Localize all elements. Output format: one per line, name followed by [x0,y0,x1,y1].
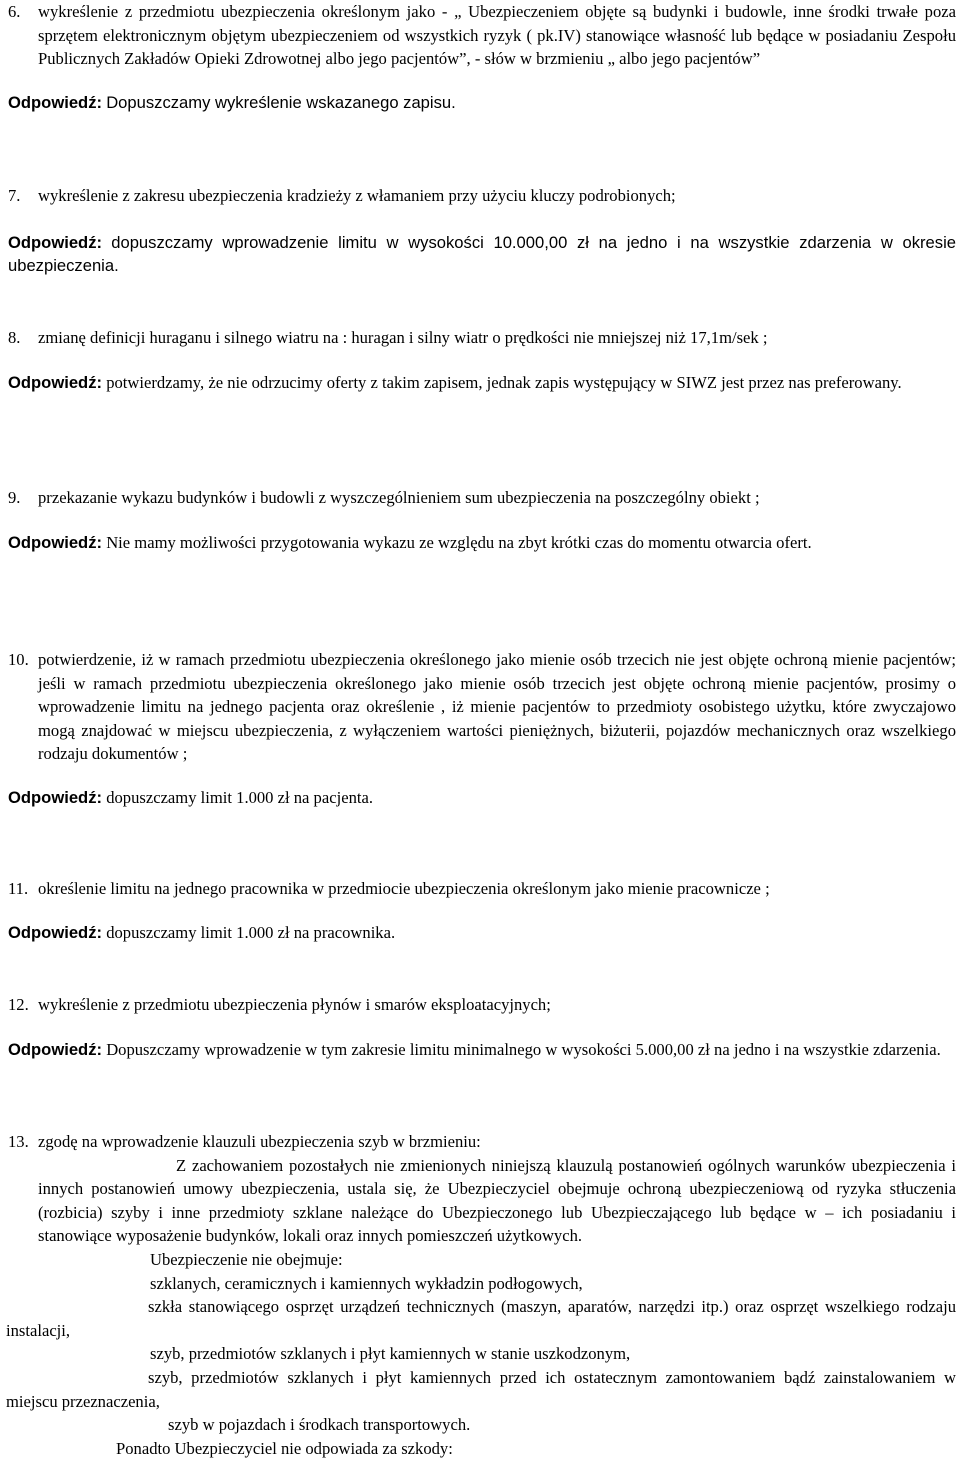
question [8,993,956,1017]
answer-text: dopuszczamy limit 1.000 zł na pacjenta. [106,787,373,807]
item-9 [8,486,956,554]
question [8,486,956,510]
question [8,877,956,901]
item-7 [8,184,956,278]
question-text: zgodę na wprowadzenie klauzuli ubezpieczenia szyb w brzmieniu: [38,1132,481,1151]
answer-label: Odpowiedź: [8,92,103,112]
item-8 [8,326,956,394]
question [8,1130,956,1154]
answer [8,371,956,395]
footer-line: Ponadto Ubezpieczyciel nie odpowiada za szkody: [116,1438,453,1458]
exclusion-item: szyb, przedmiotów szklanych i płyt kamiennych w stanie uszkodzonym, [150,1344,631,1364]
question-text: wykreślenie z zakresu ubezpieczenia kradzieży z włamaniem przy użyciu kluczy podrobionych; [38,186,676,205]
exclusion-item: szyb, przedmiotów szklanych i płyt kamiennych przed ich ostatecznym zamontowaniem bądź zainstalowaniem w miejscu przeznaczenia, [6,1367,956,1411]
item-10 [8,648,956,810]
answer-label: Odpowiedź: [8,372,103,392]
question-text: wykreślenie z przedmiotu ubezpieczenia określonym jako - „ Ubezpieczeniem objęte są budynki i budowle, inne środki trwałe poza sprzętem elektronicznym objętym ubezpieczeniem od wszystkich ryzyk ( pk.IV) stanowiące własność lub będące w posiadaniu Zespołu Publicznych Zakładów Opieki Zdrowotnej albo jego pacjentów”, - słów w brzmieniu „ albo jego pacjentów” [38,2,956,69]
answer [8,91,956,115]
question-text: potwierdzenie, iż w ramach przedmiotu ubezpieczenia określonego jako mienie osób trzecich nie jest objęte ochroną mienie pacjentów; jeśli w ramach przedmiotu ubezpieczenia określonego jako mienie osób trzecich jest objęte ochroną mienie pacjentów, prosimy o wprowadzenie limitu na jednego pacjenta oraz określenie , iż mienie pacjentów to przedmioty osobistego użytku, które zwyczajowo mogą znajdować w miejscu ubezpieczenia, z wyłączeniem wartości pieniężnych, biżuterii, pojazdów mechanicznych oraz wszelkiego rodzaju dokumentów ; [38,650,956,764]
exclusion-item: szyb w pojazdach i środkach transportowych. [168,1415,471,1435]
item-number: 11. [8,879,29,898]
answer [8,786,956,810]
item-number: 12. [8,995,29,1014]
answer-text: Nie mamy możliwości przygotowania wykazu ze względu na zbyt krótki czas do momentu otwarcia ofert. [106,532,812,552]
exclusion-item: szkła stanowiącego osprzęt urządzeń technicznych (maszyn, aparatów, narzędzi itp.) oraz osprzęt wszelkiego rodzaju instalacji, [6,1297,956,1340]
item-6 [8,0,956,114]
answer [8,921,956,945]
answer-text: dopuszczamy wprowadzenie limitu w wysokości 10.000,00 zł na jedno i na wszystkie zdarzenia w okresie ubezpieczenia. [8,232,956,276]
exclusion-item: szklanych, ceramicznych i kamiennych wykładzin podłogowych, [150,1273,583,1293]
answer-text: dopuszczamy limit 1.000 zł na pracownika. [106,922,396,942]
answer-label: Odpowiedź: [8,787,103,807]
answer-label: Odpowiedź: [8,232,103,252]
answer [8,531,956,555]
question-text: przekazanie wykazu budynków i budowli z wyszczególnieniem sum ubezpieczenia na poszczególny obiekt ; [38,488,760,507]
question [8,0,956,71]
answer-label: Odpowiedź: [8,1039,103,1059]
question [8,184,956,208]
exclusions-heading: Ubezpieczenie nie obejmuje: [150,1249,343,1269]
question [8,326,956,350]
item-number: 13. [8,1132,29,1151]
item-number: 10. [8,650,29,669]
answer-label: Odpowiedź: [8,532,103,552]
clause-text: Z zachowaniem pozostałych nie zmienionych niniejszą klauzulą postanowień ogólnych warunków ubezpieczenia i innych postanowień umowy ubezpieczenia, ustala się, że Ubezpieczyciel obejmuje ochroną ubezpieczeniową od ryzyka stłuczenia (rozbicia) szyby i inne przedmioty szklane należące do Ubezpieczonego lub Ubezpieczającego lub będące w – ich posiadaniu i stanowiące wyposażenie budynków, lokali oraz innych pomieszczeń użytkowych. [38,1155,956,1246]
item-number: 9. [8,488,21,507]
question [8,648,956,766]
item-number: 6. [8,2,21,21]
question-text: zmianę definicji huraganu i silnego wiatru na : huragan i silny wiatr o prędkości nie mniejszej niż 17,1m/sek ; [38,328,768,347]
answer-text: potwierdzamy, że nie odrzucimy oferty z takim zapisem, jednak zapis występujący w SIWZ jest przez nas preferowany. [106,372,902,392]
answer-label: Odpowiedź: [8,922,103,942]
item-number: 7. [8,186,21,205]
answer-text: Dopuszczamy wykreślenie wskazanego zapisu. [106,92,456,112]
question-text: określenie limitu na jednego pracownika w przedmiocie ubezpieczenia określonym jako mienie pracownicze ; [38,879,770,898]
answer [8,1038,956,1062]
item-number: 8. [8,328,21,347]
item-11 [8,877,956,944]
question-text: wykreślenie z przedmiotu ubezpieczenia płynów i smarów eksploatacyjnych; [38,995,551,1014]
item-12 [8,993,956,1061]
answer-text: Dopuszczamy wprowadzenie w tym zakresie limitu minimalnego w wysokości 5.000,00 zł na jedno i na wszystkie zdarzenia. [106,1039,941,1059]
item-13 [8,1130,956,1460]
answer [8,231,956,278]
